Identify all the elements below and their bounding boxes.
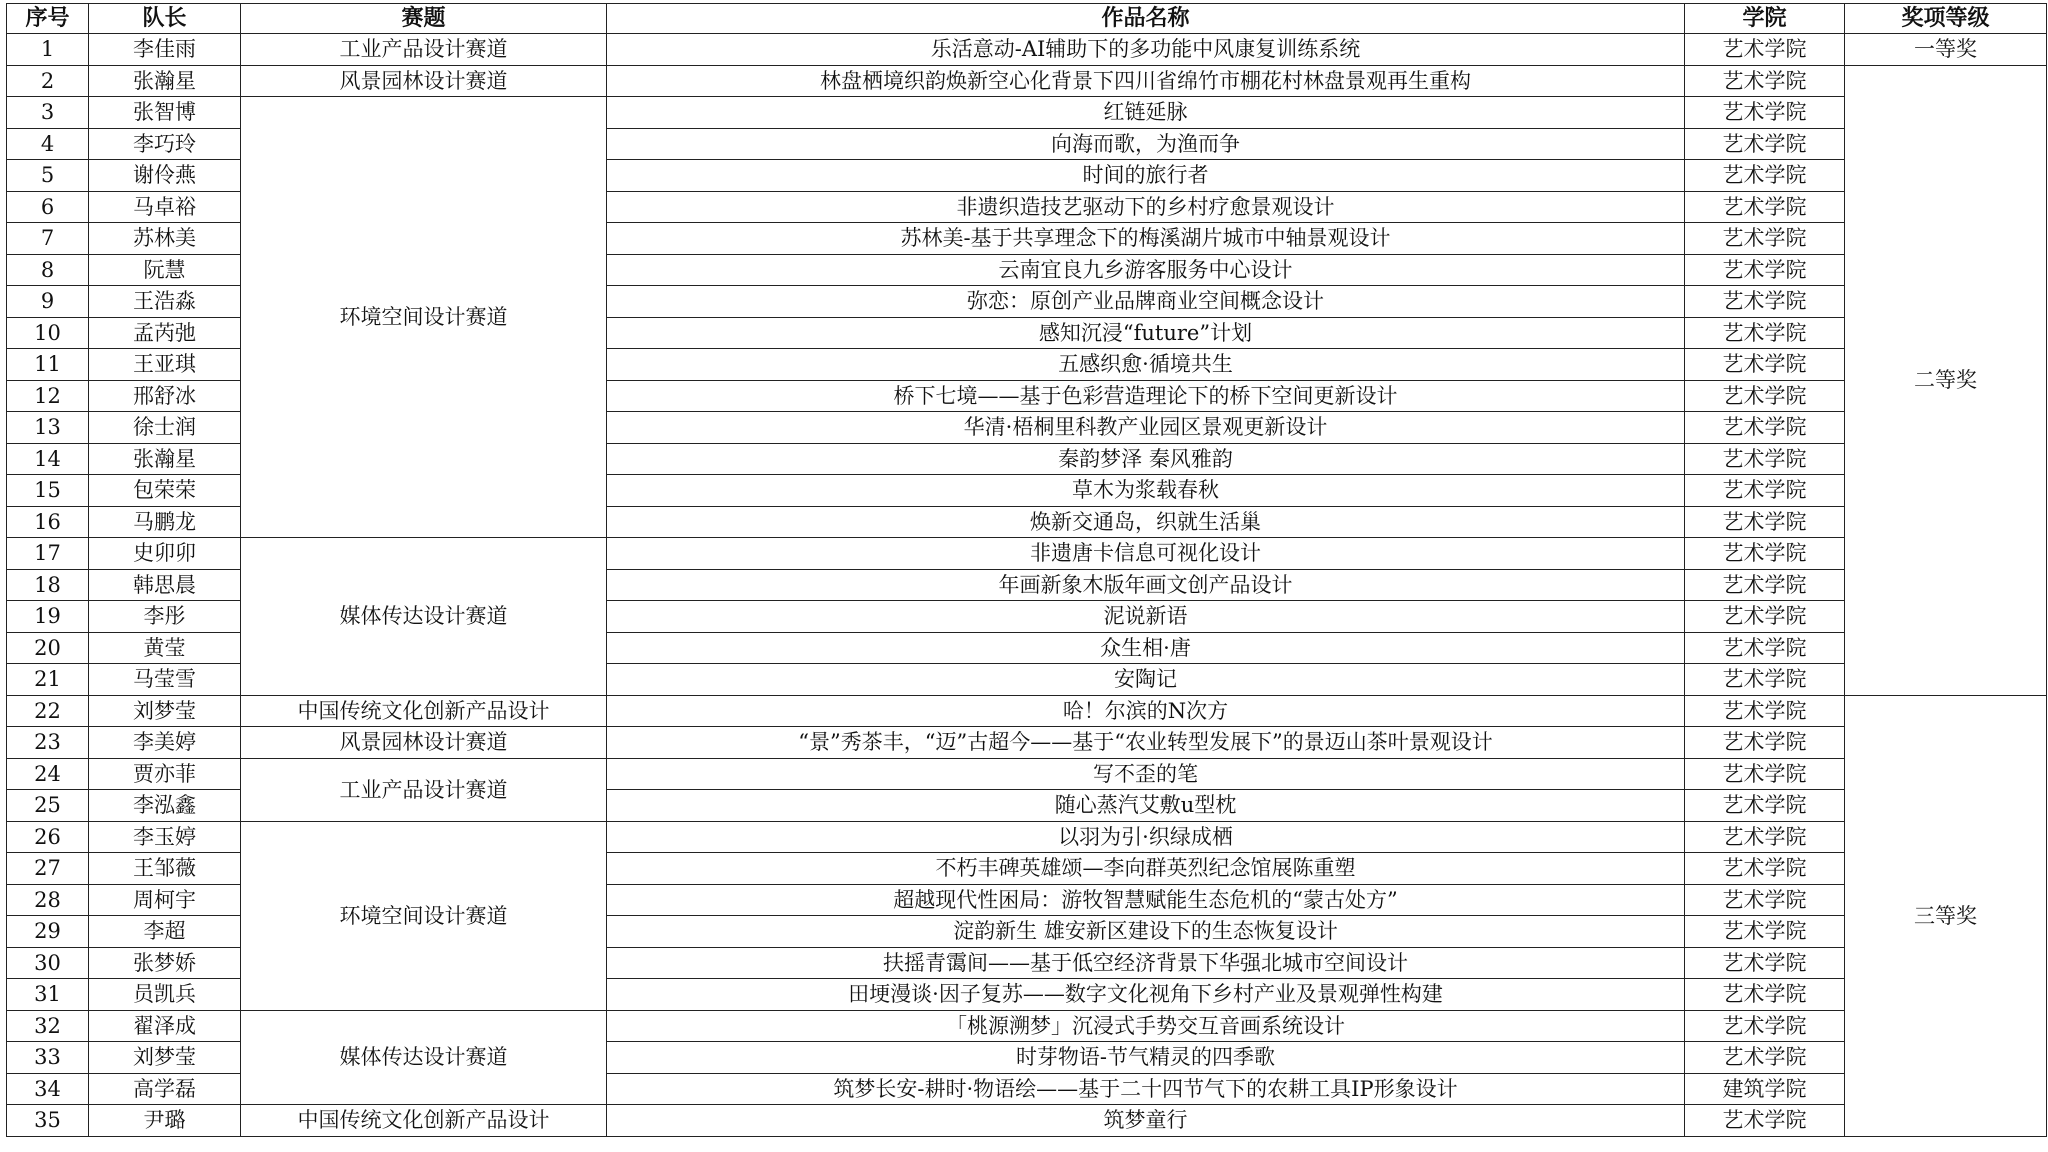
header-cell-no: 序号 bbox=[7, 4, 89, 34]
cell-topic: 工业产品设计赛道 bbox=[241, 34, 607, 66]
cell-college: 艺术学院 bbox=[1685, 475, 1845, 507]
cell-leader: 包荣荣 bbox=[89, 475, 241, 507]
cell-no: 8 bbox=[7, 254, 89, 286]
table-body bbox=[7, 34, 2047, 1137]
cell-no: 11 bbox=[7, 349, 89, 381]
cell-no: 25 bbox=[7, 790, 89, 822]
cell-no: 27 bbox=[7, 853, 89, 885]
table-row bbox=[7, 65, 2047, 97]
cell-work: 筑梦长安-耕时·物语绘——基于二十四节气下的农耕工具IP形象设计 bbox=[607, 1073, 1685, 1105]
cell-leader: 刘梦莹 bbox=[89, 695, 241, 727]
cell-college: 艺术学院 bbox=[1685, 317, 1845, 349]
cell-college: 艺术学院 bbox=[1685, 128, 1845, 160]
cell-college: 艺术学院 bbox=[1685, 412, 1845, 444]
cell-work: “景”秀茶丰，“迈”古超今——基于“农业转型发展下”的景迈山茶叶景观设计 bbox=[607, 727, 1685, 759]
cell-college: 艺术学院 bbox=[1685, 853, 1845, 885]
cell-no: 5 bbox=[7, 160, 89, 192]
cell-work: 弥恋：原创产业品牌商业空间概念设计 bbox=[607, 286, 1685, 318]
table-row bbox=[7, 34, 2047, 66]
cell-no: 4 bbox=[7, 128, 89, 160]
cell-college: 艺术学院 bbox=[1685, 254, 1845, 286]
cell-work: 感知沉浸“future”计划 bbox=[607, 317, 1685, 349]
cell-college: 艺术学院 bbox=[1685, 443, 1845, 475]
cell-topic: 工业产品设计赛道 bbox=[241, 758, 607, 821]
cell-leader: 黄莹 bbox=[89, 632, 241, 664]
cell-leader: 刘梦莹 bbox=[89, 1042, 241, 1074]
cell-college: 艺术学院 bbox=[1685, 916, 1845, 948]
cell-college: 艺术学院 bbox=[1685, 286, 1845, 318]
cell-leader: 李巧玲 bbox=[89, 128, 241, 160]
cell-college: 艺术学院 bbox=[1685, 884, 1845, 916]
cell-leader: 张梦娇 bbox=[89, 947, 241, 979]
cell-work: 超越现代性困局：游牧智慧赋能生态危机的“蒙古处方” bbox=[607, 884, 1685, 916]
cell-no: 23 bbox=[7, 727, 89, 759]
cell-no: 1 bbox=[7, 34, 89, 66]
cell-leader: 翟泽成 bbox=[89, 1010, 241, 1042]
cell-college: 艺术学院 bbox=[1685, 97, 1845, 129]
cell-college: 艺术学院 bbox=[1685, 632, 1845, 664]
cell-work: 桥下七境——基于色彩营造理论下的桥下空间更新设计 bbox=[607, 380, 1685, 412]
cell-work: 淀韵新生 雄安新区建设下的生态恢复设计 bbox=[607, 916, 1685, 948]
cell-work: 林盘栖境织韵焕新空心化背景下四川省绵竹市棚花村林盘景观再生重构 bbox=[607, 65, 1685, 97]
cell-work: 哈！尔滨的N次方 bbox=[607, 695, 1685, 727]
header-cell-leader: 队长 bbox=[89, 4, 241, 34]
cell-no: 26 bbox=[7, 821, 89, 853]
cell-college: 艺术学院 bbox=[1685, 380, 1845, 412]
cell-work: 向海而歌，为渔而争 bbox=[607, 128, 1685, 160]
cell-no: 34 bbox=[7, 1073, 89, 1105]
table-row bbox=[7, 821, 2047, 853]
cell-work: 安陶记 bbox=[607, 664, 1685, 696]
cell-topic: 中国传统文化创新产品设计 bbox=[241, 1105, 607, 1137]
cell-no: 12 bbox=[7, 380, 89, 412]
header-cell-award: 奖项等级 bbox=[1845, 4, 2047, 34]
cell-no: 20 bbox=[7, 632, 89, 664]
cell-work: 云南宜良九乡游客服务中心设计 bbox=[607, 254, 1685, 286]
cell-leader: 张瀚星 bbox=[89, 443, 241, 475]
cell-work: 年画新象木版年画文创产品设计 bbox=[607, 569, 1685, 601]
cell-college: 艺术学院 bbox=[1685, 191, 1845, 223]
cell-work: 以羽为引·织绿成栖 bbox=[607, 821, 1685, 853]
cell-no: 19 bbox=[7, 601, 89, 633]
cell-no: 15 bbox=[7, 475, 89, 507]
cell-leader: 史卯卯 bbox=[89, 538, 241, 570]
header-cell-college: 学院 bbox=[1685, 4, 1845, 34]
cell-leader: 李超 bbox=[89, 916, 241, 948]
cell-work: 田埂漫谈·因子复苏——数字文化视角下乡村产业及景观弹性构建 bbox=[607, 979, 1685, 1011]
cell-college: 艺术学院 bbox=[1685, 790, 1845, 822]
cell-work: 红链延脉 bbox=[607, 97, 1685, 129]
table-row bbox=[7, 695, 2047, 727]
header-cell-work: 作品名称 bbox=[607, 4, 1685, 34]
cell-work: 秦韵梦泽 秦风雅韵 bbox=[607, 443, 1685, 475]
cell-topic: 风景园林设计赛道 bbox=[241, 727, 607, 759]
cell-leader: 苏林美 bbox=[89, 223, 241, 255]
cell-work: 众生相·唐 bbox=[607, 632, 1685, 664]
cell-work: 非遗织造技艺驱动下的乡村疗愈景观设计 bbox=[607, 191, 1685, 223]
cell-topic: 环境空间设计赛道 bbox=[241, 97, 607, 538]
cell-work: 写不歪的笔 bbox=[607, 758, 1685, 790]
award-list-table bbox=[6, 3, 2047, 1137]
cell-leader: 王浩淼 bbox=[89, 286, 241, 318]
cell-work: 「桃源溯梦」沉浸式手势交互音画系统设计 bbox=[607, 1010, 1685, 1042]
table-row bbox=[7, 1010, 2047, 1042]
cell-no: 21 bbox=[7, 664, 89, 696]
cell-college: 艺术学院 bbox=[1685, 947, 1845, 979]
cell-leader: 李玉婷 bbox=[89, 821, 241, 853]
cell-award: 二等奖 bbox=[1845, 65, 2047, 695]
cell-leader: 王亚琪 bbox=[89, 349, 241, 381]
cell-college: 艺术学院 bbox=[1685, 1105, 1845, 1137]
cell-leader: 周柯宇 bbox=[89, 884, 241, 916]
cell-no: 24 bbox=[7, 758, 89, 790]
cell-no: 30 bbox=[7, 947, 89, 979]
cell-no: 35 bbox=[7, 1105, 89, 1137]
cell-award: 三等奖 bbox=[1845, 695, 2047, 1136]
cell-leader: 尹璐 bbox=[89, 1105, 241, 1137]
cell-leader: 马莹雪 bbox=[89, 664, 241, 696]
cell-leader: 马鹏龙 bbox=[89, 506, 241, 538]
cell-no: 7 bbox=[7, 223, 89, 255]
cell-leader: 李泓鑫 bbox=[89, 790, 241, 822]
cell-college: 艺术学院 bbox=[1685, 727, 1845, 759]
table-row bbox=[7, 97, 2047, 129]
cell-no: 10 bbox=[7, 317, 89, 349]
cell-no: 14 bbox=[7, 443, 89, 475]
cell-topic: 风景园林设计赛道 bbox=[241, 65, 607, 97]
cell-work: 泥说新语 bbox=[607, 601, 1685, 633]
cell-work: 五感织愈·循境共生 bbox=[607, 349, 1685, 381]
cell-topic: 媒体传达设计赛道 bbox=[241, 538, 607, 696]
cell-college: 艺术学院 bbox=[1685, 758, 1845, 790]
cell-no: 2 bbox=[7, 65, 89, 97]
cell-leader: 王邹薇 bbox=[89, 853, 241, 885]
cell-work: 时芽物语-节气精灵的四季歌 bbox=[607, 1042, 1685, 1074]
cell-leader: 员凯兵 bbox=[89, 979, 241, 1011]
table-row bbox=[7, 727, 2047, 759]
table-row bbox=[7, 538, 2047, 570]
cell-no: 18 bbox=[7, 569, 89, 601]
table-row bbox=[7, 758, 2047, 790]
cell-work: 草木为浆载春秋 bbox=[607, 475, 1685, 507]
cell-no: 9 bbox=[7, 286, 89, 318]
cell-college: 艺术学院 bbox=[1685, 65, 1845, 97]
cell-work: 非遗唐卡信息可视化设计 bbox=[607, 538, 1685, 570]
cell-leader: 高学磊 bbox=[89, 1073, 241, 1105]
cell-college: 艺术学院 bbox=[1685, 223, 1845, 255]
cell-work: 焕新交通岛，织就生活巢 bbox=[607, 506, 1685, 538]
cell-no: 33 bbox=[7, 1042, 89, 1074]
cell-no: 6 bbox=[7, 191, 89, 223]
cell-no: 32 bbox=[7, 1010, 89, 1042]
cell-leader: 谢伶燕 bbox=[89, 160, 241, 192]
cell-no: 29 bbox=[7, 916, 89, 948]
cell-no: 17 bbox=[7, 538, 89, 570]
header-cell-topic: 赛题 bbox=[241, 4, 607, 34]
cell-work: 筑梦童行 bbox=[607, 1105, 1685, 1137]
cell-no: 3 bbox=[7, 97, 89, 129]
cell-leader: 徐士润 bbox=[89, 412, 241, 444]
cell-leader: 张智博 bbox=[89, 97, 241, 129]
cell-college: 艺术学院 bbox=[1685, 979, 1845, 1011]
cell-college: 艺术学院 bbox=[1685, 1042, 1845, 1074]
cell-college: 艺术学院 bbox=[1685, 695, 1845, 727]
cell-college: 艺术学院 bbox=[1685, 34, 1845, 66]
cell-leader: 韩思晨 bbox=[89, 569, 241, 601]
cell-work: 不朽丰碑英雄颂—李向群英烈纪念馆展陈重塑 bbox=[607, 853, 1685, 885]
cell-college: 艺术学院 bbox=[1685, 349, 1845, 381]
cell-no: 22 bbox=[7, 695, 89, 727]
cell-no: 31 bbox=[7, 979, 89, 1011]
cell-no: 28 bbox=[7, 884, 89, 916]
cell-leader: 李彤 bbox=[89, 601, 241, 633]
cell-work: 时间的旅行者 bbox=[607, 160, 1685, 192]
cell-topic: 环境空间设计赛道 bbox=[241, 821, 607, 1010]
cell-college: 艺术学院 bbox=[1685, 538, 1845, 570]
cell-leader: 阮慧 bbox=[89, 254, 241, 286]
cell-topic: 中国传统文化创新产品设计 bbox=[241, 695, 607, 727]
cell-college: 艺术学院 bbox=[1685, 664, 1845, 696]
cell-college: 艺术学院 bbox=[1685, 601, 1845, 633]
cell-no: 16 bbox=[7, 506, 89, 538]
cell-college: 艺术学院 bbox=[1685, 160, 1845, 192]
cell-college: 艺术学院 bbox=[1685, 569, 1845, 601]
cell-work: 扶摇青霭间——基于低空经济背景下华强北城市空间设计 bbox=[607, 947, 1685, 979]
cell-college: 艺术学院 bbox=[1685, 506, 1845, 538]
cell-award: 一等奖 bbox=[1845, 34, 2047, 66]
cell-college: 建筑学院 bbox=[1685, 1073, 1845, 1105]
cell-leader: 马卓裕 bbox=[89, 191, 241, 223]
cell-college: 艺术学院 bbox=[1685, 1010, 1845, 1042]
cell-leader: 贾亦菲 bbox=[89, 758, 241, 790]
cell-no: 13 bbox=[7, 412, 89, 444]
cell-leader: 李美婷 bbox=[89, 727, 241, 759]
cell-work: 华清·梧桐里科教产业园区景观更新设计 bbox=[607, 412, 1685, 444]
cell-work: 乐活意动-AI辅助下的多功能中风康复训练系统 bbox=[607, 34, 1685, 66]
cell-work: 随心蒸汽艾敷u型枕 bbox=[607, 790, 1685, 822]
table-row bbox=[7, 1105, 2047, 1137]
cell-leader: 张瀚星 bbox=[89, 65, 241, 97]
header-row bbox=[7, 4, 2047, 34]
cell-work: 苏林美-基于共享理念下的梅溪湖片城市中轴景观设计 bbox=[607, 223, 1685, 255]
cell-leader: 孟芮弛 bbox=[89, 317, 241, 349]
cell-leader: 邢舒冰 bbox=[89, 380, 241, 412]
cell-topic: 媒体传达设计赛道 bbox=[241, 1010, 607, 1105]
cell-leader: 李佳雨 bbox=[89, 34, 241, 66]
cell-college: 艺术学院 bbox=[1685, 821, 1845, 853]
